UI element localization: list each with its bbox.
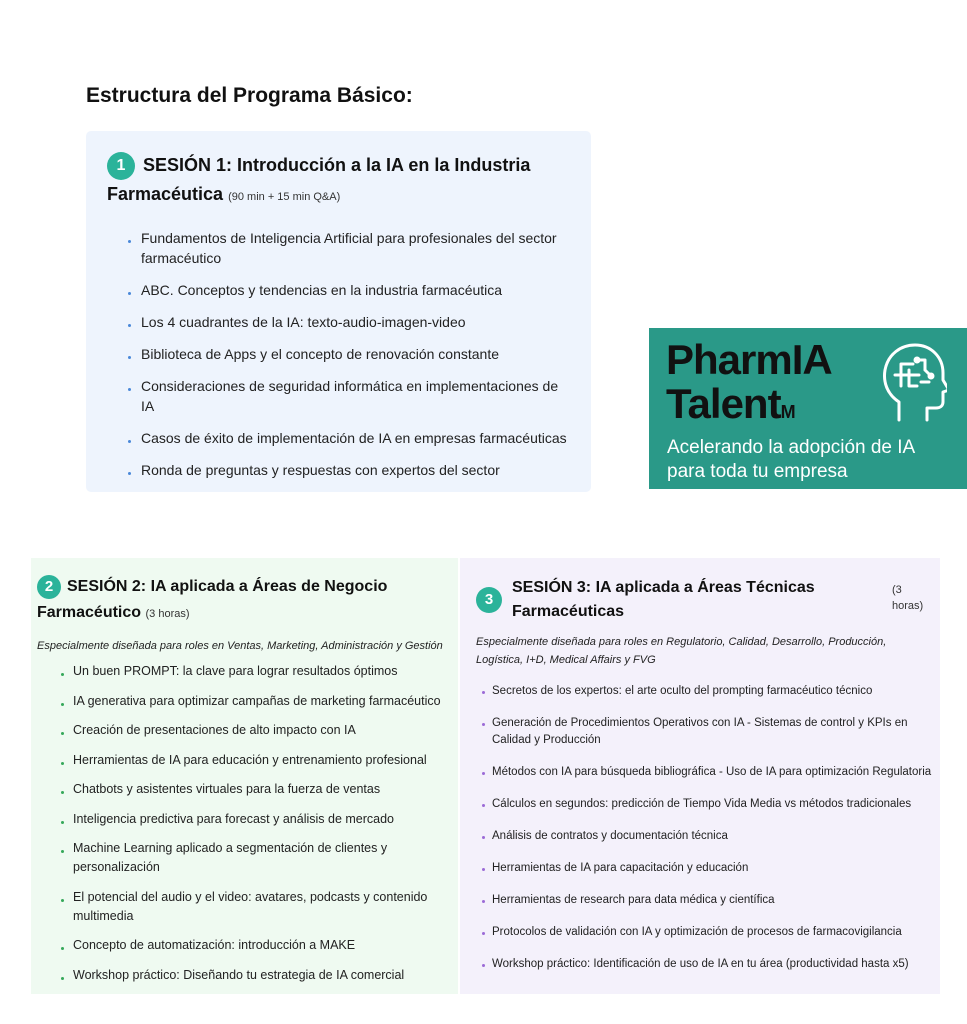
list-item: Biblioteca de Apps y el concepto de renovación constante <box>120 344 571 364</box>
list-item: Ronda de preguntas y respuestas con expertos del sector <box>120 460 571 480</box>
session-3-topics <box>480 683 940 973</box>
session-3-audience: Especialmente diseñada para roles en Regulatorio, Calidad, Desarrollo, Producción, Logística, I+D, Medical Affairs y FVG <box>476 636 887 666</box>
pharmia-talent-logo <box>649 328 967 489</box>
logo-line-2 <box>666 382 795 434</box>
head-circuit-icon <box>881 342 947 424</box>
list-item: Concepto de automatización: introducción a MAKE <box>57 936 450 955</box>
list-item: Workshop práctico: Identificación de uso de IA en tu área (productividad hasta x5) <box>480 956 942 973</box>
list-item: Análisis de contratos y documentación técnica <box>480 828 942 845</box>
session-2-audience: Especialmente diseñada para roles en Ventas, Marketing, Administración y Gestión <box>37 640 443 652</box>
session-2-duration: (3 horas) <box>145 608 190 620</box>
list-item: Protocolos de validación con IA y optimización de procesos de farmacovigilancia <box>480 924 942 941</box>
session-2-title <box>37 574 450 627</box>
list-item: IA generativa para optimizar campañas de marketing farmacéutico <box>57 692 450 711</box>
session-2-topics <box>57 662 450 985</box>
list-item: Herramientas de IA para educación y entrenamiento profesional <box>57 751 450 770</box>
session-3-header <box>476 576 940 624</box>
list-item: Inteligencia predictiva para forecast y análisis de mercado <box>57 810 450 829</box>
logo-tagline: Acelerando la adopción de IA para toda tu empresa <box>667 437 915 482</box>
list-item: Casos de éxito de implementación de IA en empresas farmacéuticas <box>120 428 571 448</box>
list-item: Métodos con IA para búsqueda bibliográfica - Uso de IA para optimización Regulatoria <box>480 764 942 781</box>
session-number-badge: 2 <box>37 575 61 599</box>
list-item: Herramientas de research para data médica y científica <box>480 892 942 909</box>
list-item: Chatbots y asistentes virtuales para la fuerza de ventas <box>57 780 450 799</box>
session-2-card <box>31 558 458 994</box>
list-item: Workshop práctico: Diseñando tu estrategia de IA comercial <box>57 966 450 985</box>
logo-trademark: M <box>780 402 795 422</box>
logo-line-1: PharmIA <box>666 336 832 383</box>
session-1-title-text: SESIÓN 1: Introducción a la IA en la Industria Farmacéutica <box>107 155 531 205</box>
session-1-topics <box>120 228 571 480</box>
logo-line-2-text: Talent <box>666 380 781 427</box>
list-item: Creación de presentaciones de alto impacto con IA <box>57 721 450 740</box>
list-item: Machine Learning aplicado a segmentación de clientes y personalización <box>57 839 450 877</box>
list-item: Los 4 cuadrantes de la IA: texto-audio-imagen-video <box>120 312 571 332</box>
session-1-duration: (90 min + 15 min Q&A) <box>228 191 341 204</box>
list-item: Cálculos en segundos: predicción de Tiempo Vida Media vs métodos tradicionales <box>480 796 942 813</box>
list-item: ABC. Conceptos y tendencias en la industria farmacéutica <box>120 280 571 300</box>
list-item: Herramientas de IA para capacitación y educación <box>480 860 942 877</box>
session-3-title: SESIÓN 3: IA aplicada a Áreas Técnicas Farmacéuticas <box>512 579 815 620</box>
list-item: Generación de Procedimientos Operativos con IA - Sistemas de control y KPIs en Calidad y Producción <box>480 715 942 749</box>
session-3-card <box>460 558 940 994</box>
list-item: Fundamentos de Inteligencia Artificial para profesionales del sector farmacéutico <box>120 228 571 268</box>
page-title: Estructura del Programa Básico: <box>86 84 413 107</box>
list-item: Consideraciones de seguridad informática en implementaciones de IA <box>120 376 571 416</box>
session-number-badge: 3 <box>476 587 502 613</box>
session-1-title <box>107 151 571 212</box>
session-number-badge: 1 <box>107 152 135 180</box>
list-item: Un buen PROMPT: la clave para lograr resultados óptimos <box>57 662 450 681</box>
session-2-title-text: SESIÓN 2: IA aplicada a Áreas de Negocio Farmacéutico <box>37 578 388 621</box>
list-item: Secretos de los expertos: el arte oculto del prompting farmacéutico técnico <box>480 683 942 700</box>
session-3-duration: (3 horas) <box>892 584 924 612</box>
list-item: El potencial del audio y el video: avatares, podcasts y contenido multimedia <box>57 888 450 926</box>
session-1-card <box>86 131 591 492</box>
